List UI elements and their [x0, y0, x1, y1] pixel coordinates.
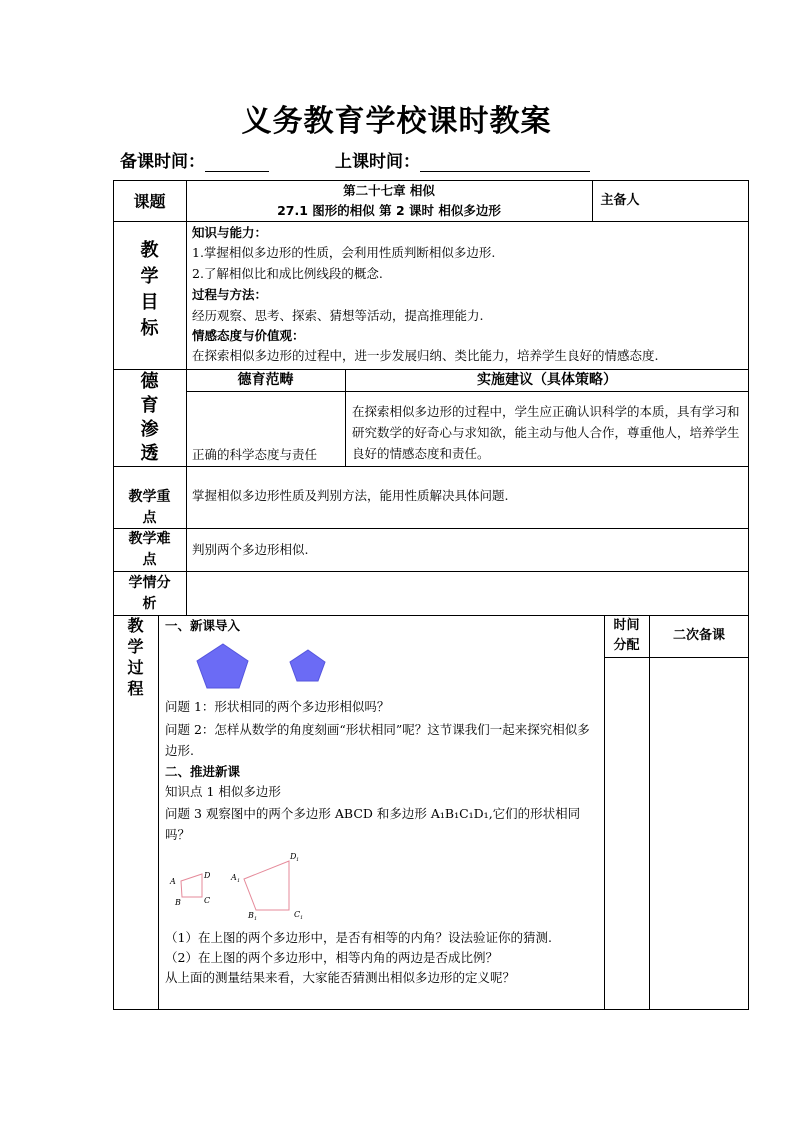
moral-label: 德 育 渗 透 [140, 371, 159, 464]
section-new-heading: 二、推进新课 [165, 764, 241, 779]
small-quadrilateral [181, 874, 202, 897]
key-point-label: 教学重 点 [128, 489, 171, 526]
class-time-field [335, 147, 590, 172]
goals-label: 教 学 目 标 [140, 240, 159, 339]
process-heading: 过程与方法： [192, 287, 268, 302]
emotion-heading: 情感态度与价值观： [192, 328, 305, 343]
question-2: 问题 2：怎样从数学的角度刻画“形状相同”呢？这节课我们一起来探究相似多边形. [165, 722, 590, 758]
emotion-item: 在探索相似多边形的过程中，进一步发展归纳、类比能力，培养学生良好的情感态度. [192, 348, 659, 363]
process-label: 教 学 过 程 [127, 616, 144, 698]
secondary-prep-label: 二次备课 [672, 628, 725, 643]
small-label-d: D [204, 871, 211, 880]
moral-suggestion-header: 实施建议（具体策略） [477, 372, 617, 388]
closing-question: 从上面的测量结果来看，大家能否猜测出相似多边形的定义呢？ [165, 970, 516, 985]
quadrilateral-figures [165, 846, 315, 924]
big-label-c: C [294, 910, 301, 919]
prep-time-field [120, 147, 269, 172]
knowledge-heading: 知识与能力： [192, 225, 268, 240]
big-label-d: D [290, 852, 297, 861]
small-label-a: A [170, 877, 176, 886]
moral-category: 正确的科学态度与责任 [192, 447, 318, 462]
big-label-b-sub: 1 [254, 916, 258, 922]
key-point-content: 掌握相似多边形性质及判别方法，能用性质解决具体问题. [192, 488, 509, 503]
topic-label: 课题 [133, 192, 166, 211]
question-1: 问题 1：形状相同的两个多边形相似吗？ [165, 699, 390, 714]
pentagon-figures [190, 640, 370, 696]
big-label-d-sub: 1 [296, 857, 300, 863]
small-label-b: B [175, 898, 181, 907]
prep-time-blank[interactable] [205, 153, 269, 172]
prep-time-label: 备课时间： [120, 152, 205, 172]
big-label-a: A [231, 873, 237, 882]
large-pentagon [197, 644, 248, 688]
big-label-b: B [248, 911, 254, 920]
lesson-title: 27.1 图形的相似 第 2 课时 相似多边形 [277, 203, 501, 218]
large-quadrilateral [244, 861, 289, 910]
knowledge-item: 1.掌握相似多边形的性质，会利用性质判断相似多边形. [192, 245, 496, 260]
small-pentagon [290, 650, 325, 681]
difficulty-label: 教学难 点 [128, 531, 171, 568]
page-title: 义务教育学校课时教案 [241, 104, 552, 139]
analysis-label: 学情分 析 [128, 575, 171, 612]
big-label-c-sub: 1 [300, 915, 304, 921]
process-item: 经历观察、思考、探索、猜想等活动，提高推理能力. [192, 308, 484, 323]
sub-question-1: （1）在上图的两个多边形中，是否有相等的内角？设法验证你的猜测. [165, 930, 552, 945]
moral-category-header: 德育范畴 [237, 372, 294, 388]
knowledge-item: 2.了解相似比和成比例线段的概念. [192, 266, 383, 281]
section-intro-heading: 一、新课导入 [165, 618, 241, 633]
difficulty-content: 判别两个多边形相似. [192, 542, 309, 557]
moral-suggestion: 在探索相似多边形的过程中，学生应正确认识科学的本质，具有学习和研究数学的好奇心与求知欲，能主动与他人合作，尊重他人，培养学生良好的情感态度和责任。 [352, 404, 740, 461]
big-label-a-sub: 1 [237, 878, 241, 884]
knowledge-point-title: 知识点 1 相似多边形 [165, 784, 281, 799]
small-label-c: C [204, 896, 211, 905]
question-3: 问题 3 观察图中的两个多边形 ABCD 和多边形 A₁B₁C₁D₁,它们的形状相同吗？ [165, 806, 581, 842]
time-allocation-label: 时间 分配 [613, 618, 640, 653]
sub-question-2: （2）在上图的两个多边形中，相等内角的两边是否成比例？ [165, 950, 498, 965]
class-time-label: 上课时间： [335, 152, 420, 172]
class-time-blank[interactable] [420, 153, 590, 172]
preparer-label: 主备人 [600, 193, 640, 208]
chapter-title: 第二十七章 相似 [343, 183, 435, 198]
